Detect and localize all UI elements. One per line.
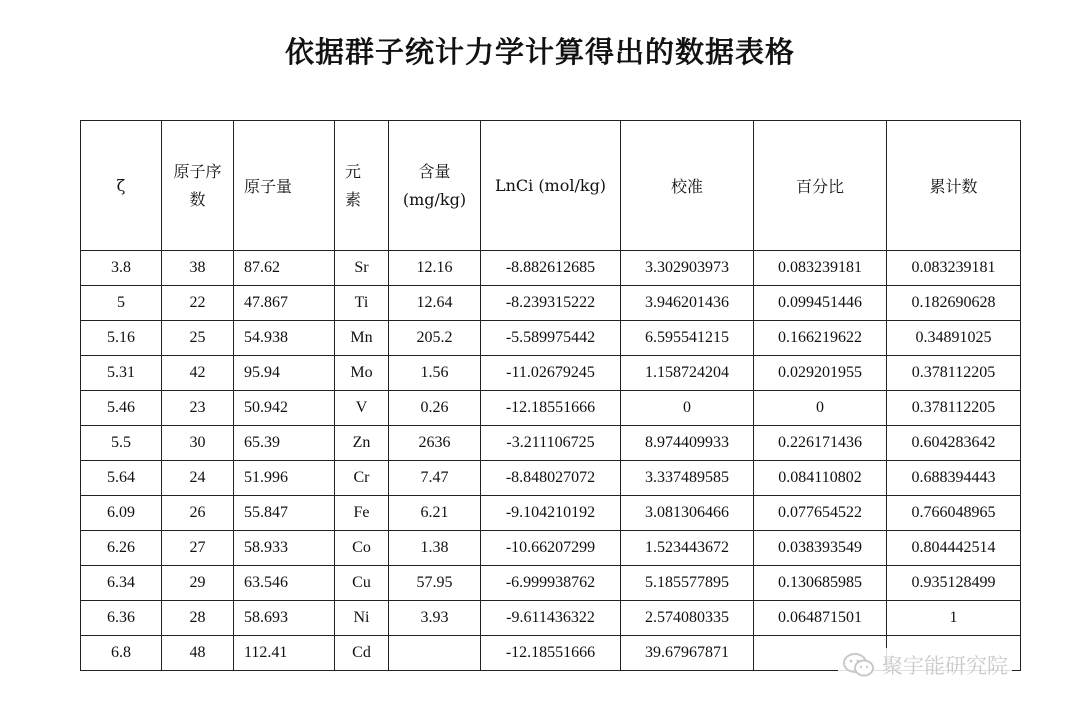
cell-calibrated: 3.946201436 [621, 286, 754, 321]
cell-calibrated: 0 [621, 391, 754, 426]
cell-cumulative: 0.604283642 [887, 426, 1021, 461]
cell-element: V [335, 391, 389, 426]
cell-calibrated: 6.595541215 [621, 321, 754, 356]
header-content: 含量(mg/kg) [389, 121, 481, 251]
cell-content: 3.93 [389, 601, 481, 636]
table-header-row [81, 121, 1021, 251]
table-row [81, 391, 1021, 426]
wechat-icon [842, 652, 876, 678]
cell-lnci: -9.611436322 [481, 601, 621, 636]
header-calibrated: 校准 [621, 121, 754, 251]
cell-element: Cu [335, 566, 389, 601]
header-lnci: LnCi (mol/kg) [481, 121, 621, 251]
cell-zeta: 6.09 [81, 496, 162, 531]
cell-content: 1.38 [389, 531, 481, 566]
cell-percent: 0.226171436 [754, 426, 887, 461]
cell-element: Mn [335, 321, 389, 356]
cell-cumulative: 0.378112205 [887, 356, 1021, 391]
cell-cumulative: 0.378112205 [887, 391, 1021, 426]
cell-percent: 0.130685985 [754, 566, 887, 601]
cell-percent: 0.084110802 [754, 461, 887, 496]
cell-zeta: 5.31 [81, 356, 162, 391]
cell-percent: 0.064871501 [754, 601, 887, 636]
cell-percent: 0.038393549 [754, 531, 887, 566]
cell-percent: 0.166219622 [754, 321, 887, 356]
table-row [81, 356, 1021, 391]
cell-zeta: 6.34 [81, 566, 162, 601]
cell-percent: 0.099451446 [754, 286, 887, 321]
header-atomic-mass: 原子量 [234, 121, 335, 251]
cell-percent: 0.083239181 [754, 251, 887, 286]
cell-atomic-number: 25 [162, 321, 234, 356]
cell-calibrated: 3.302903973 [621, 251, 754, 286]
cell-content: 12.64 [389, 286, 481, 321]
cell-calibrated: 1.523443672 [621, 531, 754, 566]
cell-zeta: 6.26 [81, 531, 162, 566]
cell-atomic-number: 29 [162, 566, 234, 601]
cell-lnci: -8.848027072 [481, 461, 621, 496]
cell-cumulative: 0.182690628 [887, 286, 1021, 321]
cell-zeta: 6.8 [81, 636, 162, 671]
cell-content: 1.56 [389, 356, 481, 391]
cell-atomic-mass: 63.546 [234, 566, 335, 601]
cell-cumulative: 0.935128499 [887, 566, 1021, 601]
cell-cumulative: 0.804442514 [887, 531, 1021, 566]
cell-lnci: -5.589975442 [481, 321, 621, 356]
cell-percent: 0.029201955 [754, 356, 887, 391]
header-zeta: ζ [81, 121, 162, 251]
cell-zeta: 5 [81, 286, 162, 321]
cell-percent: 0.077654522 [754, 496, 887, 531]
cell-calibrated: 2.574080335 [621, 601, 754, 636]
cell-atomic-number: 27 [162, 531, 234, 566]
cell-atomic-number: 38 [162, 251, 234, 286]
table-body [81, 251, 1021, 671]
watermark [838, 648, 1012, 682]
cell-element: Cr [335, 461, 389, 496]
cell-content: 57.95 [389, 566, 481, 601]
table-row [81, 321, 1021, 356]
cell-content: 6.21 [389, 496, 481, 531]
cell-lnci: -11.02679245 [481, 356, 621, 391]
table-row [81, 496, 1021, 531]
cell-atomic-mass: 58.933 [234, 531, 335, 566]
cell-cumulative: 0.34891025 [887, 321, 1021, 356]
cell-atomic-number: 23 [162, 391, 234, 426]
cell-lnci: -6.999938762 [481, 566, 621, 601]
cell-atomic-mass: 112.41 [234, 636, 335, 671]
cell-content: 205.2 [389, 321, 481, 356]
cell-atomic-mass: 51.996 [234, 461, 335, 496]
cell-lnci: -12.18551666 [481, 636, 621, 671]
header-atomic-number: 原子序数 [162, 121, 234, 251]
cell-cumulative: 0.766048965 [887, 496, 1021, 531]
cell-zeta: 6.36 [81, 601, 162, 636]
cell-lnci: -10.66207299 [481, 531, 621, 566]
cell-lnci: -8.882612685 [481, 251, 621, 286]
cell-atomic-mass: 87.62 [234, 251, 335, 286]
watermark-text: 聚宇能研究院 [882, 654, 1008, 678]
cell-atomic-number: 22 [162, 286, 234, 321]
cell-content [389, 636, 481, 671]
cell-calibrated: 1.158724204 [621, 356, 754, 391]
cell-atomic-mass: 65.39 [234, 426, 335, 461]
cell-calibrated: 8.974409933 [621, 426, 754, 461]
cell-percent: 0 [754, 391, 887, 426]
cell-atomic-mass: 47.867 [234, 286, 335, 321]
cell-atomic-number: 30 [162, 426, 234, 461]
cell-cumulative: 0.688394443 [887, 461, 1021, 496]
cell-lnci: -12.18551666 [481, 391, 621, 426]
table-row [81, 531, 1021, 566]
cell-lnci: -9.104210192 [481, 496, 621, 531]
cell-element: Zn [335, 426, 389, 461]
cell-lnci: -8.239315222 [481, 286, 621, 321]
cell-element: Sr [335, 251, 389, 286]
cell-atomic-number: 42 [162, 356, 234, 391]
cell-content: 2636 [389, 426, 481, 461]
table-row [81, 286, 1021, 321]
cell-atomic-number: 48 [162, 636, 234, 671]
cell-content: 0.26 [389, 391, 481, 426]
cell-element: Ni [335, 601, 389, 636]
cell-zeta: 5.5 [81, 426, 162, 461]
header-cumulative: 累计数 [887, 121, 1021, 251]
cell-calibrated: 39.67967871 [621, 636, 754, 671]
cell-atomic-number: 28 [162, 601, 234, 636]
cell-content: 12.16 [389, 251, 481, 286]
table-row [81, 601, 1021, 636]
cell-zeta: 5.64 [81, 461, 162, 496]
header-element: 元素 [335, 121, 389, 251]
cell-calibrated: 5.185577895 [621, 566, 754, 601]
cell-atomic-mass: 50.942 [234, 391, 335, 426]
cell-element: Fe [335, 496, 389, 531]
table-row [81, 566, 1021, 601]
table-row [81, 461, 1021, 496]
cell-element: Mo [335, 356, 389, 391]
table-row [81, 251, 1021, 286]
cell-calibrated: 3.337489585 [621, 461, 754, 496]
cell-content: 7.47 [389, 461, 481, 496]
cell-element: Ti [335, 286, 389, 321]
data-table [80, 120, 1021, 671]
cell-atomic-mass: 54.938 [234, 321, 335, 356]
cell-calibrated: 3.081306466 [621, 496, 754, 531]
cell-atomic-mass: 55.847 [234, 496, 335, 531]
cell-element: Co [335, 531, 389, 566]
cell-cumulative: 0.083239181 [887, 251, 1021, 286]
page-title: 依据群子统计力学计算得出的数据表格 [284, 35, 795, 69]
cell-zeta: 5.16 [81, 321, 162, 356]
cell-lnci: -3.211106725 [481, 426, 621, 461]
cell-atomic-mass: 95.94 [234, 356, 335, 391]
cell-atomic-number: 24 [162, 461, 234, 496]
cell-zeta: 3.8 [81, 251, 162, 286]
header-percent: 百分比 [754, 121, 887, 251]
cell-element: Cd [335, 636, 389, 671]
table-row [81, 426, 1021, 461]
cell-cumulative: 1 [887, 601, 1021, 636]
cell-atomic-mass: 58.693 [234, 601, 335, 636]
cell-zeta: 5.46 [81, 391, 162, 426]
cell-atomic-number: 26 [162, 496, 234, 531]
